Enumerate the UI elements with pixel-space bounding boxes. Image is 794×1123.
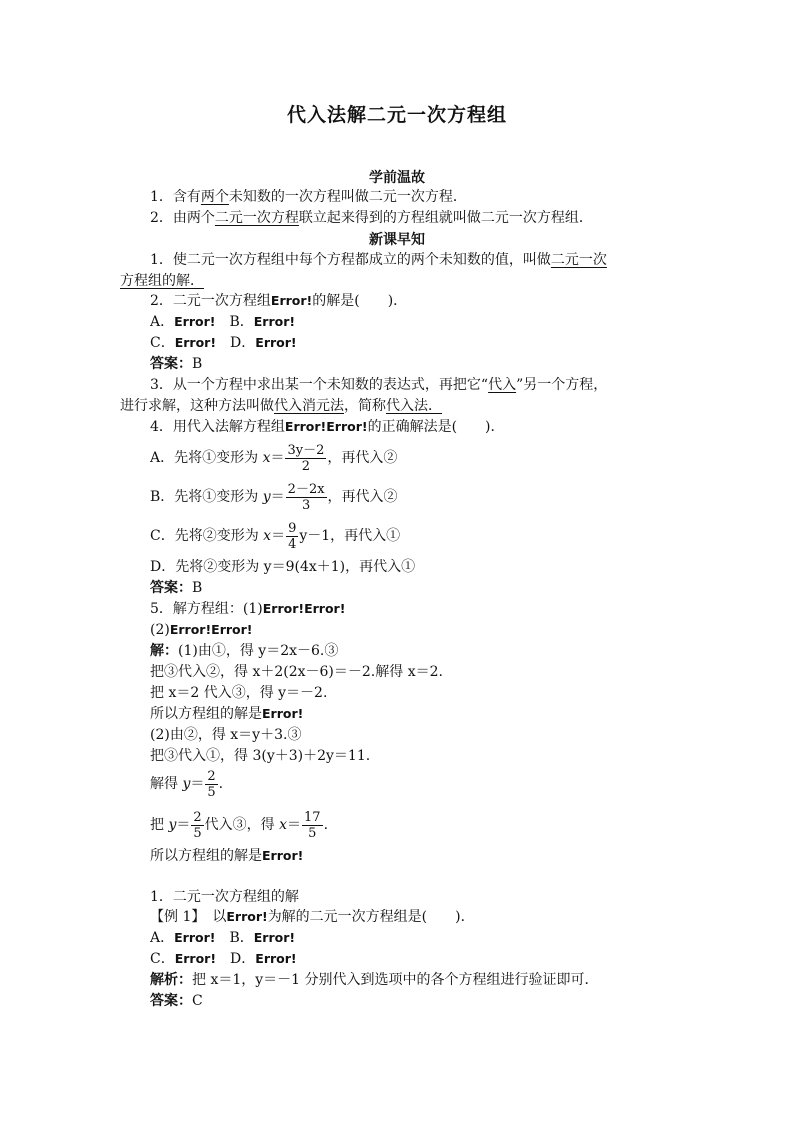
example-1-options-ab	[150, 929, 295, 947]
variable: x	[262, 450, 271, 466]
option-label: B．	[215, 930, 254, 946]
text: B．先将①变形为	[150, 489, 263, 505]
analysis-label: 解析：	[150, 972, 192, 988]
text: 的解是( )．	[312, 293, 408, 309]
text: 2．二元一次方程组	[150, 293, 271, 309]
text: A．先将①变形为	[150, 450, 263, 466]
error-placeholder: Error!	[255, 335, 297, 350]
review-line-2	[150, 209, 593, 227]
error-placeholder: Error!Error!	[284, 419, 368, 434]
new-q4-answer	[150, 579, 202, 597]
fraction	[191, 810, 203, 841]
text: .	[323, 817, 329, 833]
text: ，再代入②	[327, 489, 398, 505]
text: 进行求解，这种方法叫做	[120, 398, 274, 414]
solution-label: 解：	[150, 643, 178, 659]
fraction-numerator: 2－2x	[287, 481, 325, 497]
error-placeholder: Error!	[174, 335, 217, 350]
section-heading-review: 学前温故	[369, 170, 425, 186]
error-placeholder: Error!Error!	[169, 622, 253, 637]
new-q3-line-1	[150, 376, 607, 394]
solution-line-1	[150, 642, 338, 660]
new-q2-options-cd	[150, 334, 297, 352]
text: ，简称	[344, 398, 386, 414]
part-heading-1: 1．二元一次方程组的解	[150, 889, 299, 905]
option-label: A．	[150, 930, 175, 946]
fraction-numerator: 9	[288, 520, 297, 536]
underlined-answer: 两个	[200, 189, 229, 205]
error-placeholder: Error!	[253, 930, 296, 945]
new-q2-line	[150, 292, 407, 310]
text: 1．使二元一次方程组中每个方程都成立的两个未知数的值，叫做	[150, 252, 551, 268]
new-q2-options-ab	[150, 313, 295, 331]
fraction-denominator: 5	[193, 825, 202, 841]
new-q5-line	[150, 600, 345, 618]
text: 4．用代入法解方程组	[150, 419, 285, 435]
variable: y	[168, 817, 177, 833]
error-placeholder: Error!	[226, 909, 268, 924]
option-label: D．	[216, 335, 256, 351]
text: 1．含有	[150, 189, 201, 205]
fraction-denominator: 3	[301, 497, 311, 513]
text: 5．解方程组：(1)	[150, 601, 263, 617]
error-placeholder: Error!Error!	[262, 601, 346, 616]
example-1-answer	[150, 992, 203, 1010]
new-q4-option-a	[150, 440, 397, 476]
text: ＝	[190, 776, 205, 792]
text: 解得	[150, 776, 183, 792]
underlined-answer: 代入消元法	[274, 398, 344, 414]
underlined-answer: 二元一次	[550, 252, 607, 268]
text: 2．由两个	[150, 210, 215, 226]
error-placeholder: Error!	[262, 848, 304, 863]
fraction	[286, 482, 327, 513]
text: 3．从一个方程中求出某一个未知数的表达式，再把它“	[150, 377, 489, 393]
text: 代入③，得	[204, 817, 280, 833]
example-1-line	[150, 908, 475, 926]
fraction-denominator: 5	[207, 784, 216, 800]
answer-label: 答案：	[150, 356, 192, 372]
answer-value: B	[192, 580, 203, 596]
section-heading-new: 新课早知	[369, 232, 425, 248]
solution-line-9	[150, 847, 303, 865]
option-label: C．	[150, 335, 175, 351]
fraction-numerator: 2	[193, 809, 202, 825]
fraction	[286, 521, 298, 552]
solution-line-3: 把 x＝2 代入③，得 y＝－2.	[150, 685, 328, 701]
option-label: A．	[150, 314, 175, 330]
page-title: 代入法解二元一次方程组	[286, 104, 507, 126]
text: ＝	[176, 817, 191, 833]
error-placeholder: Error!	[174, 930, 216, 945]
new-q3-line-2	[120, 397, 442, 415]
fraction	[205, 769, 217, 800]
error-placeholder: Error!	[174, 951, 217, 966]
fraction-denominator: 4	[288, 536, 297, 552]
text: ＝	[271, 528, 286, 544]
solution-line-2: 把③代入②，得 x＋2(2x－6)＝－2.解得 x＝2.	[150, 664, 443, 680]
solution-line-6: 把③代入①，得 3(y＋3)＋2y＝11.	[150, 748, 371, 764]
text: 未知数的一次方程叫做二元一次方程．	[228, 189, 467, 205]
answer-label: 答案：	[150, 993, 192, 1009]
option-label: D．	[216, 951, 256, 967]
solution-line-7	[150, 766, 223, 802]
text: 联立起来得到的方程组就叫做二元一次方程组．	[298, 210, 593, 226]
underlined-answer: 二元一次方程	[214, 210, 299, 226]
answer-value: B	[192, 356, 203, 372]
new-q4-option-d: D．先将②变形为 y＝9(4x＋1)，再代入①	[150, 559, 416, 575]
text: ＝	[270, 489, 285, 505]
error-placeholder: Error!	[174, 314, 216, 329]
error-placeholder: Error!	[255, 951, 297, 966]
text: .	[218, 776, 224, 792]
new-q4-line	[150, 418, 505, 436]
text: 【例 1】 以	[150, 909, 227, 925]
variable: y	[182, 776, 191, 792]
text: ＝	[287, 817, 302, 833]
text: 把	[150, 817, 169, 833]
fraction-denominator: 2	[301, 458, 311, 474]
variable: y	[262, 489, 271, 505]
text: 的正确解法是( )．	[367, 419, 505, 435]
new-q4-option-c	[150, 518, 400, 554]
new-q4-option-b	[150, 479, 398, 515]
fraction-denominator: 5	[308, 825, 317, 841]
text: 为解的二元一次方程组是( )．	[267, 909, 475, 925]
review-line-1	[150, 188, 467, 206]
solution-line-5: (2)由②，得 x＝y＋3.③	[150, 727, 302, 743]
solution-line-4	[150, 705, 303, 723]
text: ，再代入②	[327, 450, 398, 466]
text: 所以方程组的解是	[150, 848, 262, 864]
answer-value: C	[192, 993, 203, 1009]
fraction	[302, 810, 323, 841]
error-placeholder: Error!	[262, 706, 304, 721]
text: 所以方程组的解是	[150, 706, 262, 722]
text: ＝	[270, 450, 285, 466]
fraction-numerator: 17	[304, 809, 321, 825]
underlined-answer: 方程组的解．	[120, 273, 204, 289]
text: (2)	[150, 622, 170, 638]
text: C．先将②变形为	[150, 528, 264, 544]
new-q5-part2	[150, 621, 253, 639]
solution-line-8	[150, 807, 328, 843]
example-1-options-cd	[150, 950, 297, 968]
option-label: B．	[215, 314, 254, 330]
variable: x	[279, 817, 288, 833]
text: 把 x＝1，y＝－1 分别代入到选项中的各个方程组进行验证即可．	[192, 972, 599, 988]
error-placeholder: Error!	[270, 293, 313, 308]
option-label: C．	[150, 951, 175, 967]
underlined-answer: 代入	[488, 377, 517, 393]
text: y－1，再代入①	[299, 528, 401, 544]
fraction-numerator: 3y－2	[287, 442, 325, 458]
text: ”另一个方程，	[516, 377, 608, 393]
underlined-answer: 代入法．	[386, 398, 442, 414]
fraction	[285, 443, 326, 474]
text: (1)由①，得 y＝2x－6.③	[178, 643, 339, 659]
answer-label: 答案：	[150, 580, 192, 596]
new-q1-line-1	[150, 251, 607, 269]
variable: x	[263, 528, 272, 544]
new-q1-line-2	[120, 272, 204, 290]
new-q2-answer	[150, 355, 202, 373]
error-placeholder: Error!	[253, 314, 296, 329]
example-1-analysis	[150, 971, 599, 989]
fraction-numerator: 2	[207, 768, 216, 784]
